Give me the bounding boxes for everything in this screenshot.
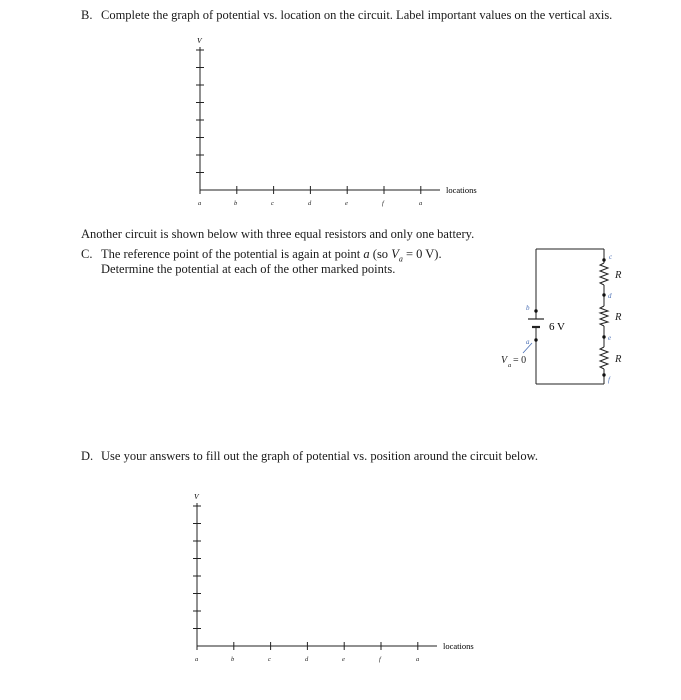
graph-b-tick-e: e [345, 200, 348, 207]
part-c-var-a: a [363, 247, 370, 261]
battery-label: 6 V [549, 321, 565, 333]
graph-b-tick-b: b [234, 200, 238, 207]
resistor-1-label: R [615, 270, 622, 281]
graph-d-x-label: locations [443, 641, 474, 651]
graph-d-axes [197, 503, 437, 646]
intro-text: Another circuit is shown below with three equal resistors and only one battery. [81, 227, 475, 241]
ref-v: V [501, 355, 508, 366]
graph-b-tick-c: c [271, 200, 274, 207]
part-c-line1-mid: (so [369, 247, 392, 261]
graph-b-y-label: V [197, 36, 202, 45]
point-b-label: b [526, 304, 530, 312]
graph-b-tick-d: d [308, 200, 312, 207]
graph-b-tick-a2: a [419, 200, 423, 207]
part-c-letter: C. [81, 247, 93, 261]
part-b-letter: B. [81, 8, 93, 22]
part-b-instruction: Complete the graph of potential vs. location on the circuit. Label important values on the vertical axis. [101, 8, 613, 22]
graph-d-tick-labels [195, 656, 419, 663]
graph-d-tick-b: b [231, 656, 235, 663]
part-d-letter: D. [81, 449, 94, 463]
graph-d-tick-d: d [305, 656, 309, 663]
graph-d-tick-a2: a [416, 656, 420, 663]
point-d-label: d [608, 292, 612, 300]
graph-b-tick-a1: a [198, 200, 202, 207]
graph-b-x-label: locations [446, 185, 477, 195]
part-c-v-subscript: a [398, 254, 403, 264]
part-d-instruction: Use your answers to fill out the graph of potential vs. position around the circuit below. [101, 449, 538, 463]
point-c-label: c [609, 253, 613, 261]
graph-d-tick-f: f [379, 656, 381, 663]
graph-d-y-label: V [194, 492, 199, 501]
graph-d-tick-a1: a [195, 656, 199, 663]
point-a-label: a [526, 338, 530, 346]
resistor-3-label: R [615, 354, 622, 365]
part-c-v-symbol: V [391, 247, 399, 261]
resistor-2-label: R [615, 312, 622, 323]
graph-b-tick-f: f [382, 200, 384, 207]
ref-subscript: a [508, 362, 512, 369]
graph-d-tick-c: c [268, 656, 271, 663]
part-c-line1-pre: The reference point of the potential is again at point [101, 247, 364, 261]
part-c-line2: Determine the potential at each of the other marked points. [101, 262, 396, 276]
ref-equals: = 0 [513, 355, 527, 366]
point-e-label: e [608, 334, 612, 342]
graph-d-tick-e: e [342, 656, 345, 663]
part-c-line1-post: = 0 V). [402, 247, 442, 261]
point-f-label: f [608, 376, 610, 384]
